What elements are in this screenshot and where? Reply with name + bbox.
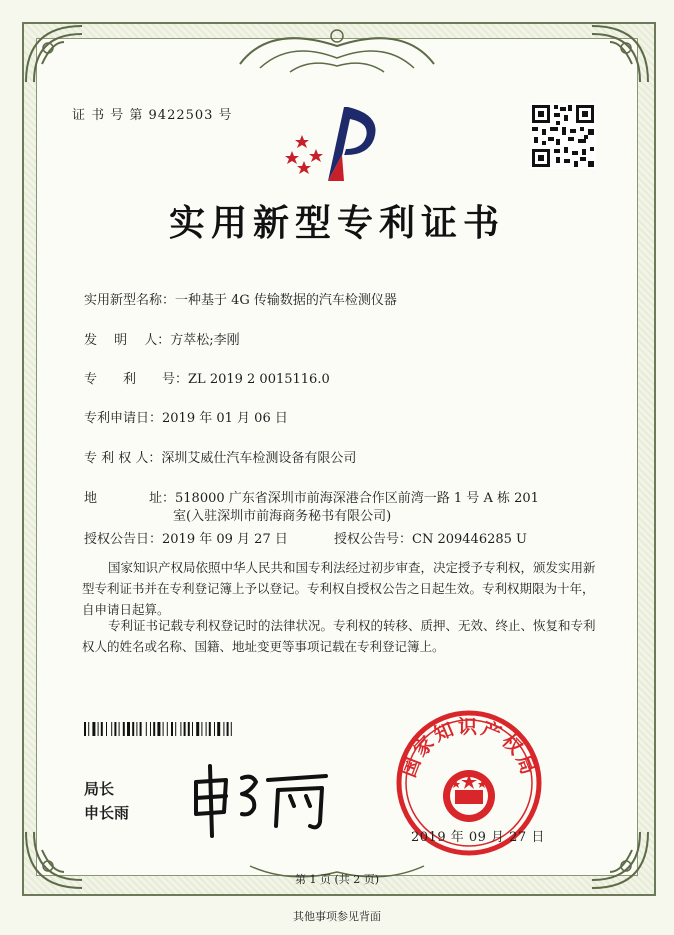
- handwritten-signature-icon: [186, 760, 336, 840]
- field-grant-date: [84, 528, 288, 547]
- corner-ornament-top-right: [590, 24, 650, 84]
- field-inventor: [84, 329, 240, 348]
- seal-date: 2019 年 09 月 27 日: [411, 830, 545, 845]
- field-label: 专利申请日：: [84, 411, 163, 426]
- paragraph-text: 国家知识产权局依照中华人民共和国专利法经过初步审查，决定授予专利权，颁发实用新型专利证书并在专利登记簿上予以登记。专利权自授权公告之日起生效。专利权期限为十年，自申请日起算。: [82, 560, 596, 617]
- field-application-date: [84, 407, 288, 426]
- field-label: 授权公告号：: [334, 532, 413, 547]
- field-value: 深圳艾威仕汽车检测设备有限公司: [161, 451, 357, 466]
- paragraph-grant-statement: [82, 557, 602, 620]
- paragraph-text: 专利证书记载专利权登记时的法律状况。专利权的转移、质押、无效、终止、恢复和专利权人的姓名或名称、国籍、地址变更等事项记载在专利登记簿上。: [82, 618, 596, 654]
- field-value: 方萃松;李刚: [170, 333, 240, 348]
- field-patentee: [84, 447, 356, 466]
- field-value: CN 209446285 U: [412, 532, 527, 547]
- field-label: 专 利 号：: [84, 372, 189, 387]
- field-label: 实用新型名称：: [84, 293, 176, 308]
- field-value: 518000 广东省深圳市前海深港合作区前湾一路 1 号 A 栋 201: [175, 491, 539, 506]
- field-value: 2019 年 09 月 27 日: [162, 532, 288, 547]
- paragraph-legal-status: [82, 615, 602, 657]
- page-number: 第 1 页 (共 2 页): [294, 873, 380, 886]
- seal-text: 国家知识产权局: [397, 716, 541, 781]
- field-label: 地 址：: [84, 491, 176, 506]
- field-label: 授权公告日：: [84, 532, 163, 547]
- field-value: ZL 2019 2 0015116.0: [188, 372, 330, 387]
- field-address: [84, 487, 539, 506]
- signatory-name: 申长雨: [84, 804, 130, 822]
- field-label: 专 利 权 人：: [84, 451, 162, 466]
- patent-office-logo-icon: [284, 105, 384, 183]
- field-label: 发 明 人：: [84, 333, 171, 348]
- certificate-number: 证 书 号 第 9422503 号: [72, 108, 233, 123]
- qr-code-icon: [530, 103, 596, 169]
- certificate-title: 实用新型专利证书: [168, 202, 505, 244]
- field-utility-name: [84, 289, 397, 308]
- field-value: 一种基于 4G 传输数据的汽车检测仪器: [175, 293, 397, 308]
- signatory-title: 局长: [84, 780, 115, 798]
- top-ornament: [230, 24, 444, 80]
- corner-ornament-top-left: [24, 24, 84, 84]
- field-grant-number: [334, 528, 527, 547]
- field-patent-number: [84, 368, 330, 387]
- field-value: 2019 年 01 月 06 日: [162, 411, 288, 426]
- footer-note: 其他事项参见背面: [293, 910, 381, 923]
- barcode-icon: [84, 722, 280, 736]
- field-address-line2: 室(入驻深圳市前海商务秘书有限公司): [173, 509, 392, 524]
